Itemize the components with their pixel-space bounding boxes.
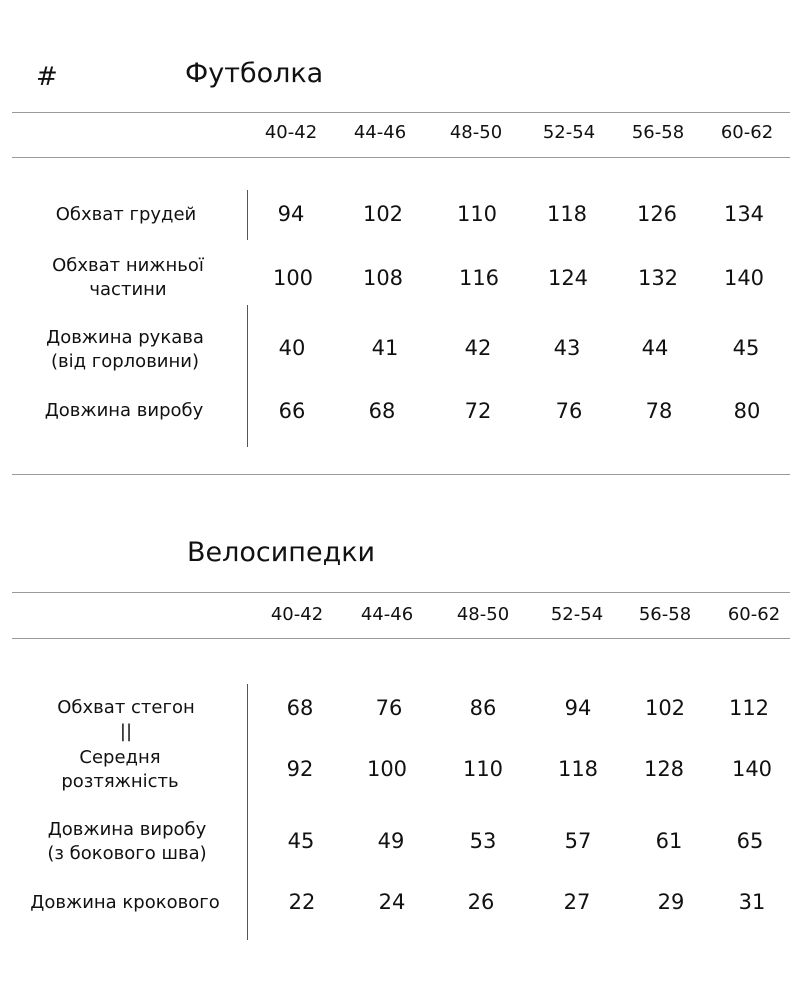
size-label: 56-58 <box>631 122 685 143</box>
cell-value: 118 <box>557 757 599 781</box>
cell-value: 126 <box>636 202 678 226</box>
size-label: 40-42 <box>270 604 324 625</box>
cell-value: 44 <box>641 336 669 360</box>
row-label <box>7 891 243 915</box>
cell-value: 41 <box>371 336 399 360</box>
row-label-line: Довжина рукава <box>46 327 204 348</box>
cell-value: 140 <box>723 266 765 290</box>
row-label-line: Середня <box>79 747 161 768</box>
row-label-line: (з бокового шва) <box>47 843 207 864</box>
row-label-line: частини <box>89 279 167 300</box>
cell-value: 128 <box>643 757 685 781</box>
size-label: 52-54 <box>550 604 604 625</box>
row-label-line: Довжина крокового <box>30 892 220 913</box>
row-label-line: || <box>119 721 133 742</box>
cell-value: 110 <box>462 757 504 781</box>
shirt-title: Футболка <box>185 58 324 89</box>
cell-value: 140 <box>731 757 773 781</box>
size-label: 44-46 <box>360 604 414 625</box>
cell-value: 27 <box>563 890 591 914</box>
cell-value: 102 <box>644 696 686 720</box>
shorts-title: Велосипедки <box>187 537 376 568</box>
cell-value: 26 <box>467 890 495 914</box>
cell-value: 102 <box>362 202 404 226</box>
column-divider <box>247 684 248 940</box>
row-label <box>2 746 238 794</box>
size-label: 60-62 <box>727 604 781 625</box>
cell-value: 40 <box>278 336 306 360</box>
row-label-line: Довжина виробу <box>44 400 204 421</box>
cell-value: 61 <box>655 829 683 853</box>
row-label-line: (від горловини) <box>50 351 199 372</box>
cell-value: 68 <box>368 399 396 423</box>
divider <box>12 157 790 158</box>
cell-value: 45 <box>287 829 315 853</box>
cell-value: 65 <box>736 829 764 853</box>
cell-value: 78 <box>645 399 673 423</box>
row-label <box>8 203 244 227</box>
cell-value: 100 <box>272 266 314 290</box>
cell-value: 132 <box>637 266 679 290</box>
cell-value: 31 <box>738 890 766 914</box>
divider <box>12 474 790 475</box>
cell-value: 124 <box>547 266 589 290</box>
row-label-line: Довжина виробу <box>47 819 207 840</box>
cell-value: 57 <box>564 829 592 853</box>
cell-value: 112 <box>728 696 770 720</box>
row-label-line: Обхват стегон <box>57 697 195 718</box>
row-label <box>7 326 243 374</box>
divider <box>12 592 790 593</box>
row-label <box>8 696 244 744</box>
cell-value: 118 <box>546 202 588 226</box>
cell-value: 76 <box>555 399 583 423</box>
size-label: 48-50 <box>449 122 503 143</box>
cell-value: 100 <box>366 757 408 781</box>
cell-value: 134 <box>723 202 765 226</box>
size-label: 56-58 <box>638 604 692 625</box>
cell-value: 76 <box>375 696 403 720</box>
size-label: 48-50 <box>456 604 510 625</box>
size-label: 44-46 <box>353 122 407 143</box>
cell-value: 53 <box>469 829 497 853</box>
cell-value: 45 <box>732 336 760 360</box>
cell-value: 29 <box>657 890 685 914</box>
cell-value: 94 <box>277 202 305 226</box>
cell-value: 86 <box>469 696 497 720</box>
row-label <box>9 818 245 866</box>
size-label: 52-54 <box>542 122 596 143</box>
divider <box>12 112 790 113</box>
cell-value: 92 <box>286 757 314 781</box>
cell-value: 108 <box>362 266 404 290</box>
cell-value: 116 <box>458 266 500 290</box>
cell-value: 80 <box>733 399 761 423</box>
cell-value: 24 <box>378 890 406 914</box>
size-label: 60-62 <box>720 122 774 143</box>
cell-value: 94 <box>564 696 592 720</box>
cell-value: 68 <box>286 696 314 720</box>
hash-mark: # <box>36 62 58 92</box>
cell-value: 43 <box>553 336 581 360</box>
cell-value: 22 <box>288 890 316 914</box>
cell-value: 110 <box>456 202 498 226</box>
cell-value: 66 <box>278 399 306 423</box>
row-label-line: Обхват грудей <box>55 204 197 225</box>
row-label-line: розтяжність <box>61 771 179 792</box>
cell-value: 42 <box>464 336 492 360</box>
cell-value: 49 <box>377 829 405 853</box>
cell-value: 72 <box>464 399 492 423</box>
row-label <box>6 399 242 423</box>
size-label: 40-42 <box>264 122 318 143</box>
row-label <box>10 254 246 302</box>
row-label-line: Обхват нижньої <box>52 255 204 276</box>
column-divider <box>247 190 248 240</box>
column-divider <box>247 305 248 447</box>
divider <box>12 638 790 639</box>
